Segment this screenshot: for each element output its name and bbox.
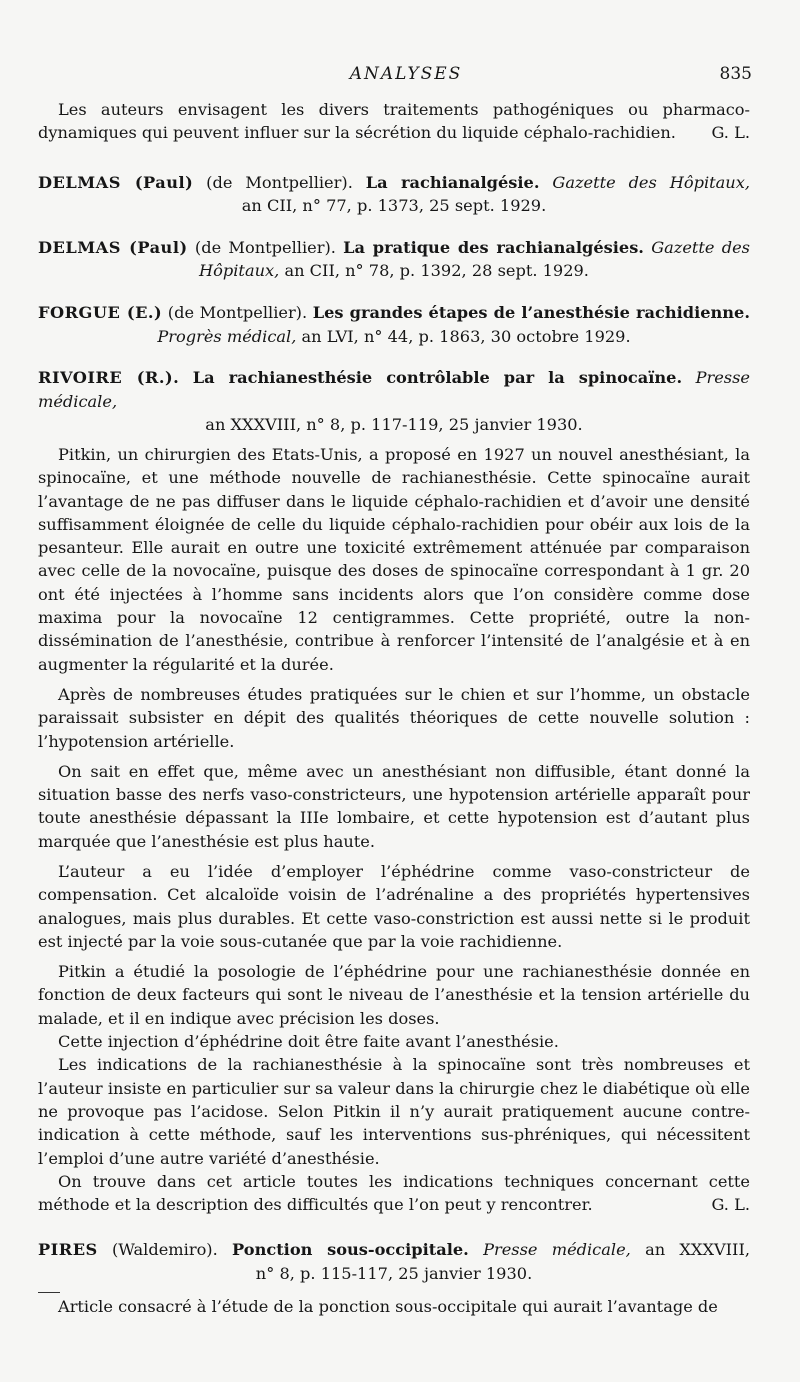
ref-author: DELMAS (Paul) xyxy=(38,237,188,257)
intro-paragraph xyxy=(38,98,750,145)
ref-author: RIVOIRE (R.). xyxy=(38,368,180,388)
ref-journal: Gazette des Hôpitaux, xyxy=(539,172,750,192)
ref-title: La pratique des rachianalgésies. xyxy=(343,237,644,257)
intro-signature: G. L. xyxy=(711,123,750,143)
ref-journal: Progrès médical, xyxy=(157,326,297,346)
ref-citation: an LVI, n° 44, p. 1863, 30 octobre 1929. xyxy=(296,326,631,346)
divider xyxy=(38,1292,60,1293)
page-header xyxy=(60,64,752,88)
reference-delmas-2 xyxy=(38,236,750,283)
ref-title: Les grandes étapes de l’anesthésie rachidienne. xyxy=(312,302,750,322)
ref-affiliation: (de Montpellier). xyxy=(187,237,344,257)
ref-journal: Presse médicale, xyxy=(468,1240,631,1260)
ref-author: PIRES xyxy=(38,1240,98,1260)
ref-title: Ponction sous-occipitale. xyxy=(232,1240,469,1260)
ref-citation-head: an XXXVIII, xyxy=(630,1240,750,1260)
ref-citation: n° 8, p. 115-117, 25 janvier 1930. xyxy=(255,1264,533,1284)
body-paragraph: On sait en effet que, même avec un anesthésiant non diffusible, étant donné la situation basse des nerfs vaso-constricteurs, une hypotension artérielle apparaît pour toute anesthésie dépassant la IIIe lombaire, et cette hypotension est d’autant plus marquée que l’anesthésie est plus haute. xyxy=(38,761,750,851)
page-number: 835 xyxy=(719,64,752,84)
body-paragraph: Article consacré à l’étude de la ponction sous-occipitale qui aurait l’avantage de xyxy=(58,1296,718,1316)
reference-pires xyxy=(38,1238,750,1285)
intro-text: Les auteurs envisagent les divers traitements pathogéniques ou pharmaco-dynamiques qui peuvent influer sur la sécrétion du liquide céphalo-rachidien. xyxy=(38,100,750,143)
ref-journal: Presse médicale, xyxy=(38,368,750,411)
reference-rivoire xyxy=(38,366,750,437)
ref-affiliation: (de Montpellier). xyxy=(193,172,366,192)
ref-author: FORGUE (E.) xyxy=(38,302,163,322)
reference-delmas-1 xyxy=(38,171,750,218)
ref-citation: an CII, n° 78, p. 1392, 28 sept. 1929. xyxy=(279,261,589,281)
closing-paragraph xyxy=(38,1170,750,1217)
body-paragraph: Pitkin, un chirurgien des Etats-Unis, a proposé en 1927 un nouvel anesthésiant, la spinocaïne, et une méthode nouvelle de rachianesthésie. Cette spinocaïne aurait l’avantage de ne pas diffuser dans le liquide céphalo-rachidien et d’avoir une densité suffisamment éloignée de celle du liquide céphalo-rachidien pour obéir aux lois de la pesanteur. Elle aurait en outre une toxicité extrêmement atténuée par comparaison avec celle de la novocaïne, puisque des doses de spinocaïne correspondant à 1 gr. 20 ont été injectées à l’homme sans incidents alors que l’on considère comme dose maxima pour la novocaïne 12 centigrammes. Cette propriété, outre la non-dissémination de l’anesthésie, contribue à renforcer l’intensité de l’analgésie et à en augmenter la régularité et la durée. xyxy=(38,444,750,674)
ref-affiliation xyxy=(179,368,193,387)
ref-citation: an XXXVIII, n° 8, p. 117-119, 25 janvier 1930. xyxy=(205,415,583,435)
ref-title: La rachianesthésie contrôlable par la spinocaïne. xyxy=(192,368,683,388)
ref-author: DELMAS (Paul) xyxy=(38,172,194,192)
body-paragraph: Pitkin a étudié la posologie de l’éphédrine pour une rachianesthésie donnée en fonction de deux facteurs qui sont le niveau de l’anesthésie et la tension artérielle du malade, et il en indique avec précision les doses. xyxy=(38,962,750,1028)
ref-title: La rachianalgésie. xyxy=(365,172,540,192)
closing-text: On trouve dans cet article toutes les indications techniques concernant cette méthode et la description des difficultés que l’on peut y rencontrer. xyxy=(38,1171,750,1215)
ref-affiliation: (de Montpellier). xyxy=(162,302,313,322)
body-paragraph: Après de nombreuses études pratiquées sur le chien et sur l’homme, un obstacle paraissait subsister en dépit des qualités théoriques de cette nouvelle solution : l’hypotension artérielle. xyxy=(38,684,750,751)
closing-signature: G. L. xyxy=(711,1195,750,1215)
body-paragraph: L’auteur a eu l’idée d’employer l’éphédrine comme vaso-constricteur de compensation. Cet alcaloïde voisin de l’adrénaline a des propriétés hypertensives analogues, mais plus durables. Et cette vaso-constriction est aussi nette si le produit est injecté par la voie sous-cutanée que par la voie rachidienne. xyxy=(38,861,750,951)
reference-forgue xyxy=(38,301,750,348)
running-title: ANALYSES xyxy=(349,64,463,84)
ref-citation: an CII, n° 77, p. 1373, 25 sept. 1929. xyxy=(241,196,547,216)
body-paragraph: Les indications de la rachianesthésie à la spinocaïne sont très nombreuses et l’auteur insiste en particulier sur sa valeur dans la chirurgie chez le diabétique où elle ne provoque pas l’acidose. Selon Pitkin il n’y aurait pratiquement aucune contre-indication à cette méthode, sauf les interventions sus-phréniques, qui nécessitent l’emploi d’une autre variété d’anesthésie. xyxy=(38,1055,750,1168)
body-paragraph: Cette injection d’éphédrine doit être faite avant l’anesthésie. xyxy=(58,1032,559,1052)
ref-journal-cont: Hôpitaux, xyxy=(199,261,280,281)
ref-journal: Gazette des xyxy=(643,237,750,257)
ref-affiliation: (Waldemiro). xyxy=(97,1240,233,1260)
page-content xyxy=(38,98,750,1318)
